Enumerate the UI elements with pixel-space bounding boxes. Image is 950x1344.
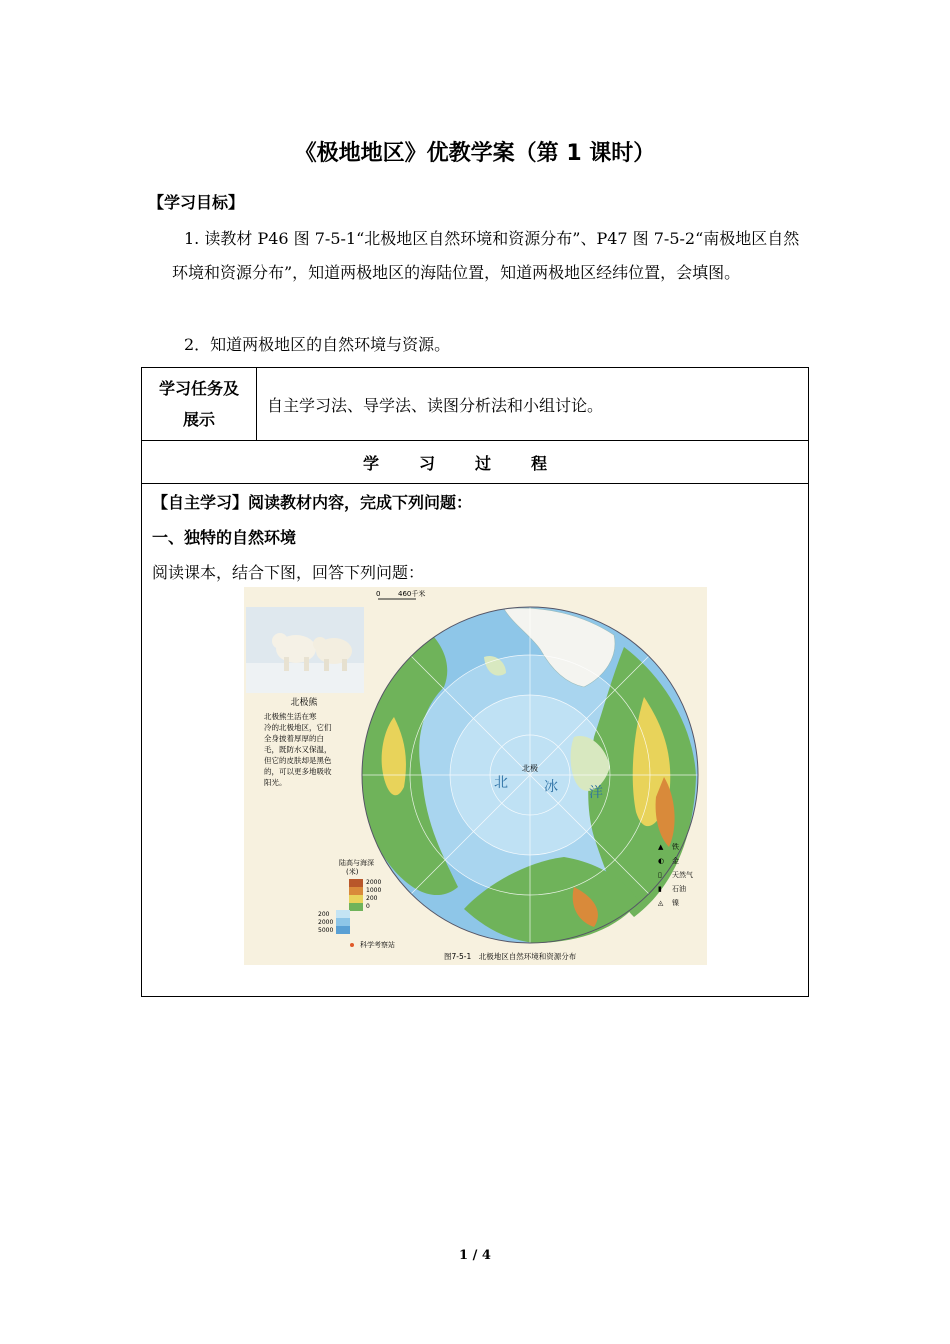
task-label-line1: 学习任务及: [158, 379, 239, 398]
methods-cell: 自主学习法、导学法、读图分析法和小组讨论。: [257, 368, 809, 441]
self-study-heading: 【自主学习】阅读教材内容，完成下列问题：: [152, 493, 473, 512]
bear-text-line: 全身披着厚厚的白: [264, 734, 324, 743]
scale-zero: 0: [376, 590, 381, 598]
bear-text-line: 毛，既防水又保温，: [264, 745, 332, 754]
goal-2: 2．知道两极地区的自然环境与资源。: [184, 335, 451, 354]
legend-title-1: 陆高与海深: [339, 859, 374, 867]
scale-label: 460千米: [398, 590, 426, 598]
bear-text-block: [264, 711, 332, 787]
legend-sea-label: 2000: [318, 919, 334, 926]
bear-text-line: 冷的北极地区，它们: [264, 723, 332, 732]
resource-symbol-icon: ▮: [658, 885, 662, 893]
task-label-line2: 展示: [182, 410, 215, 429]
graticule: [362, 607, 698, 943]
legend-land-label: 200: [366, 895, 378, 902]
legend-sea-5000: [336, 926, 350, 934]
resource-symbol-icon: ◬: [658, 899, 664, 907]
section-1-heading: 一、独特的自然环境: [152, 528, 297, 547]
resource-legend-label: 铁: [672, 843, 679, 851]
legend-swatch-0: [349, 903, 363, 911]
bear-caption: 北极熊: [290, 698, 318, 708]
goal-1: 1. 读教材 P46 图 7-5-1“北极地区自然环境和资源分布”、P47 图 7-5-2“南极地区自然环境和资源分布”，知道两极地区的海陆位置，知道两极地区经纬位置，会填图。: [172, 229, 800, 282]
bear-text-line: 阳光。: [264, 778, 287, 787]
ocean-label-1: 北: [494, 775, 508, 791]
content-cell: [142, 484, 809, 997]
legend-swatch-200: [349, 895, 363, 903]
process-heading: 学习过程: [142, 441, 809, 484]
resource-legend-label: 天然气: [672, 871, 693, 879]
resource-legend-label: 石油: [672, 885, 686, 893]
figure-caption: 图7-5-1 北极地区自然环境和资源分布: [444, 952, 577, 961]
instruction-text: 阅读课本，结合下图，回答下列问题：: [152, 563, 425, 582]
legend-land-label: 0: [366, 903, 370, 910]
bear-text-line: 北极熊生活在寒: [264, 712, 317, 721]
legend-station: 科学考察站: [360, 941, 395, 949]
bear-text-line: 但它的皮肤却是黑色: [264, 756, 332, 765]
legend-sea-label: 200: [318, 911, 330, 918]
page-number: 1 / 4: [459, 1248, 491, 1263]
legend-title-2: (米): [346, 868, 359, 876]
legend-land-label: 1000: [366, 887, 382, 894]
resource-symbol-icon: ▲: [658, 843, 664, 851]
goals-heading: 【学习目标】: [148, 193, 245, 212]
legend-swatch-2000: [349, 879, 363, 887]
task-label-cell: [142, 368, 257, 441]
resource-legend-label: 镍: [672, 899, 679, 907]
arctic-map-svg: [244, 587, 707, 965]
ocean-label-2: 冰: [544, 779, 558, 795]
resource-symbol-icon: ◐: [658, 857, 665, 865]
arctic-map-figure: [244, 587, 707, 965]
study-table: [141, 367, 809, 997]
legend-sea-200: [336, 910, 350, 918]
legend-sea-label: 5000: [318, 927, 334, 934]
page-title: 《极地地区》优教学案（第 1 课时）: [294, 141, 656, 166]
resource-symbol-icon: ▯: [658, 871, 662, 879]
ocean-label-3: 洋: [589, 785, 603, 801]
station-marker: [350, 943, 354, 947]
resource-legend-label: 金: [672, 857, 679, 865]
legend-sea-2000: [336, 918, 350, 926]
legend-land-label: 2000: [366, 879, 382, 886]
legend-swatch-1000: [349, 887, 363, 895]
bear-text-line: 的，可以更多地吸收: [264, 767, 332, 776]
north-pole-label: 北极: [522, 764, 538, 773]
